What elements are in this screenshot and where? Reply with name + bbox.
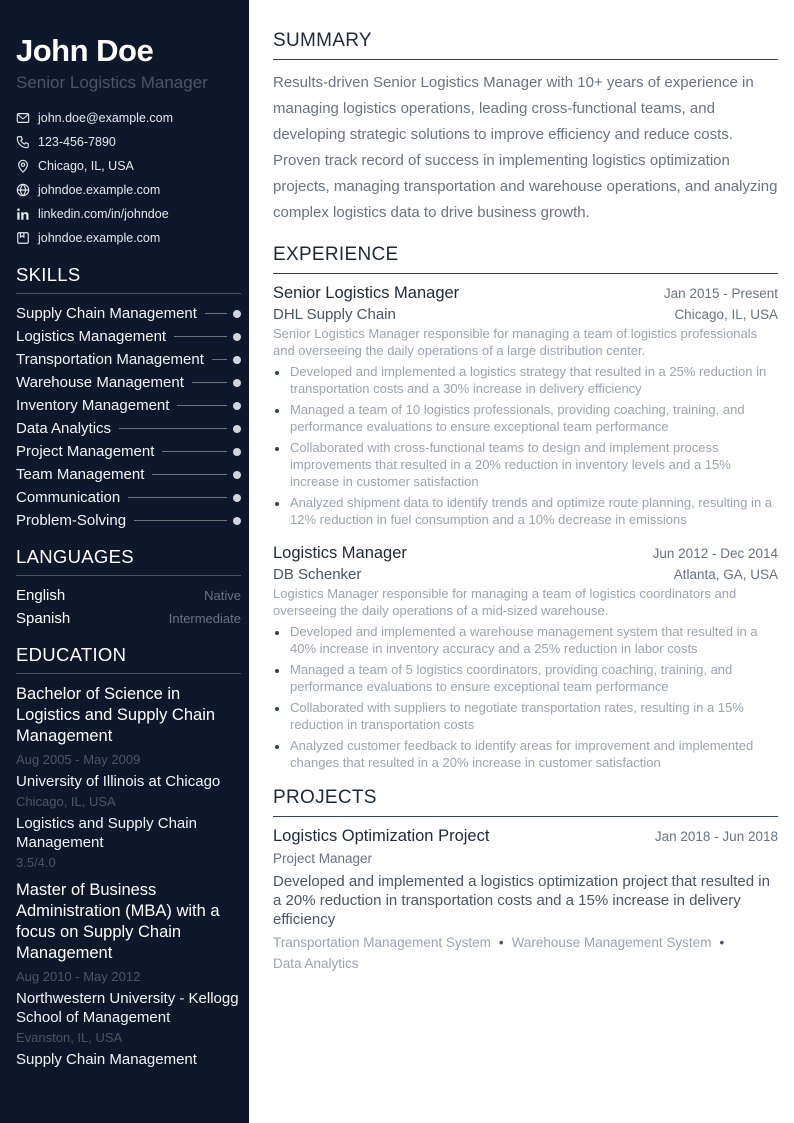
skill-leader-line <box>162 451 227 452</box>
education-field: Supply Chain Management <box>16 1051 197 1068</box>
skill-label: Transportation Management <box>16 351 204 368</box>
education-school: University of Illinois at Chicago <box>16 773 221 790</box>
contact-list <box>16 106 241 250</box>
project-tag: Transportation Management System <box>273 935 491 950</box>
language-level: Intermediate <box>168 611 241 626</box>
skill-label: Logistics Management <box>16 328 167 345</box>
skill-item <box>16 509 241 532</box>
experience-heading: EXPERIENCE <box>273 244 778 274</box>
projects-heading: PROJECTS <box>273 787 778 817</box>
skill-item <box>16 325 241 348</box>
skill-dot <box>233 494 241 502</box>
project-tags <box>273 932 778 974</box>
portfolio-icon <box>16 231 30 245</box>
skill-item <box>16 371 241 394</box>
skills-list <box>16 302 241 532</box>
contact-website[interactable] <box>16 178 241 202</box>
skill-dot <box>233 448 241 456</box>
skill-dot <box>233 356 241 364</box>
skill-dot <box>233 471 241 479</box>
language-item <box>16 607 241 630</box>
contact-website-text: johndoe.example.com <box>38 183 161 197</box>
job-location: Chicago, IL, USA <box>674 307 778 322</box>
skills-heading: SKILLS <box>16 264 241 294</box>
skill-leader-line <box>119 428 227 429</box>
job-description: Senior Logistics Manager responsible for managing a team of logistics professionals and overseeing the daily operations of a large distribution center. <box>273 326 758 358</box>
job-company: DB Schenker <box>273 566 362 583</box>
job-dates: Jun 2012 - Dec 2014 <box>652 546 778 561</box>
contact-phone[interactable] <box>16 130 241 154</box>
education-gpa: 3.5/4.0 <box>16 855 56 870</box>
job-location: Atlanta, GA, USA <box>673 567 778 582</box>
candidate-name: John Doe <box>16 33 154 68</box>
skill-label: Inventory Management <box>16 397 170 414</box>
achievement-bullet: Managed a team of 10 logistics professionals, providing coaching, training, and performance evaluations to ensure exceptional team performance <box>273 401 778 435</box>
education-dates: Aug 2005 - May 2009 <box>16 752 141 767</box>
education-school: Northwestern University - Kellogg School of Management <box>16 990 239 1026</box>
education-degree: Bachelor of Science in Logistics and Supply Chain Management <box>16 685 216 745</box>
achievement-bullet: Analyzed shipment data to identify trends and optimize route planning, resulting in a 12% reduction in fuel consumption and a 10% decrease in emissions <box>273 494 778 528</box>
skill-label: Project Management <box>16 443 155 460</box>
job-company: DHL Supply Chain <box>273 306 396 323</box>
candidate-title: Senior Logistics Manager <box>16 73 208 92</box>
contact-location <box>16 154 241 178</box>
skill-item <box>16 463 241 486</box>
education-location: Evanston, IL, USA <box>16 1030 123 1045</box>
achievement-bullet: Developed and implemented a warehouse management system that resulted in a 40% increase in inventory accuracy and a 25% reduction in labor costs <box>273 623 778 657</box>
achievement-bullet: Developed and implemented a logistics strategy that resulted in a 25% reduction in transportation costs and a 30% increase in delivery efficiency <box>273 363 778 397</box>
skill-leader-line <box>128 497 227 498</box>
experience-item <box>273 544 778 771</box>
skill-leader-line <box>192 382 227 383</box>
skill-label: Communication <box>16 489 121 506</box>
skill-leader-line <box>152 474 227 475</box>
achievement-bullet: Collaborated with suppliers to negotiate transportation rates, resulting in a 15% reduction in transportation costs <box>273 699 778 733</box>
skill-dot <box>233 517 241 525</box>
skill-dot <box>233 310 241 318</box>
education-item <box>16 684 241 870</box>
education-item <box>16 880 241 1069</box>
contact-location-text: Chicago, IL, USA <box>38 159 134 173</box>
contact-email[interactable] <box>16 106 241 130</box>
skill-label: Problem-Solving <box>16 512 127 529</box>
project-tag: Data Analytics <box>273 956 359 971</box>
skill-dot <box>233 402 241 410</box>
job-title: Logistics Manager <box>273 544 407 562</box>
language-item <box>16 584 241 607</box>
job-title: Senior Logistics Manager <box>273 284 460 302</box>
project-role: Project Manager <box>273 851 373 866</box>
education-dates: Aug 2010 - May 2012 <box>16 969 141 984</box>
contact-linkedin-text: linkedin.com/in/johndoe <box>38 207 169 221</box>
job-achievements <box>273 623 778 771</box>
tag-separator: • <box>498 935 504 950</box>
skill-item <box>16 440 241 463</box>
skill-leader-line <box>177 405 227 406</box>
skill-leader-line <box>134 520 227 521</box>
location-pin-icon <box>16 159 30 173</box>
skill-label: Data Analytics <box>16 420 112 437</box>
contact-portfolio[interactable] <box>16 226 241 250</box>
language-name: English <box>16 587 66 604</box>
education-location: Chicago, IL, USA <box>16 794 116 809</box>
skill-leader-line <box>205 313 227 314</box>
contact-linkedin[interactable] <box>16 202 241 226</box>
project-dates: Jan 2018 - Jun 2018 <box>654 829 778 844</box>
language-level: Native <box>204 588 241 603</box>
skill-item <box>16 486 241 509</box>
tag-separator: • <box>719 935 725 950</box>
main-content <box>273 30 778 974</box>
project-item <box>273 827 778 974</box>
skill-dot <box>233 333 241 341</box>
contact-portfolio-text: johndoe.example.com <box>38 231 161 245</box>
achievement-bullet: Managed a team of 5 logistics coordinators, providing coaching, training, and performance evaluations to ensure exceptional team performance <box>273 661 778 695</box>
project-name: Logistics Optimization Project <box>273 827 490 845</box>
contact-email-text: john.doe@example.com <box>38 111 173 125</box>
globe-icon <box>16 183 30 197</box>
education-degree: Master of Business Administration (MBA) with a focus on Supply Chain Management <box>16 881 220 962</box>
summary-text: Results-driven Senior Logistics Manager with 10+ years of experience in managing logistics operations, leading cross-functional teams, and developing strategic solutions to improve efficiency and reduce costs. Proven track record of success in implementing logistics optimization projects, managing transportation and warehouse operations, and analyzing complex logistics data to drive business growth. <box>273 74 778 221</box>
job-description: Logistics Manager responsible for managing a team of logistics coordinators and overseeing the daily operations of a mid-sized warehouse. <box>273 586 737 618</box>
language-name: Spanish <box>16 610 71 627</box>
experience-item <box>273 284 778 528</box>
skill-leader-line <box>212 359 227 360</box>
skill-label: Team Management <box>16 466 145 483</box>
skill-item <box>16 348 241 371</box>
skill-item <box>16 302 241 325</box>
contact-phone-text: 123-456-7890 <box>38 135 116 149</box>
linkedin-icon <box>16 207 30 221</box>
skill-label: Warehouse Management <box>16 374 184 391</box>
education-list <box>16 684 241 1069</box>
job-achievements <box>273 363 778 528</box>
skill-leader-line <box>174 336 227 337</box>
education-heading: EDUCATION <box>16 644 241 674</box>
skill-label: Supply Chain Management <box>16 305 197 322</box>
achievement-bullet: Analyzed customer feedback to identify areas for improvement and implemented changes that resulted in a 20% increase in customer satisfaction <box>273 737 778 771</box>
languages-heading: LANGUAGES <box>16 546 241 576</box>
project-description: Developed and implemented a logistics optimization project that resulted in a 20% reduction in transportation costs and a 15% increase in delivery efficiency <box>273 873 770 928</box>
project-tag: Warehouse Management System <box>511 935 712 950</box>
skill-dot <box>233 379 241 387</box>
education-field: Logistics and Supply Chain Management <box>16 815 197 851</box>
mail-icon <box>16 111 30 125</box>
phone-icon <box>16 135 30 149</box>
skill-item <box>16 394 241 417</box>
summary-heading: SUMMARY <box>273 30 778 60</box>
skill-dot <box>233 425 241 433</box>
sidebar <box>0 0 249 1123</box>
achievement-bullet: Collaborated with cross-functional teams to design and implement process improvements that resulted in a 20% reduction in inventory levels and a 15% increase in customer satisfaction <box>273 439 778 490</box>
job-dates: Jan 2015 - Present <box>663 286 778 301</box>
languages-list <box>16 584 241 630</box>
skill-item <box>16 417 241 440</box>
